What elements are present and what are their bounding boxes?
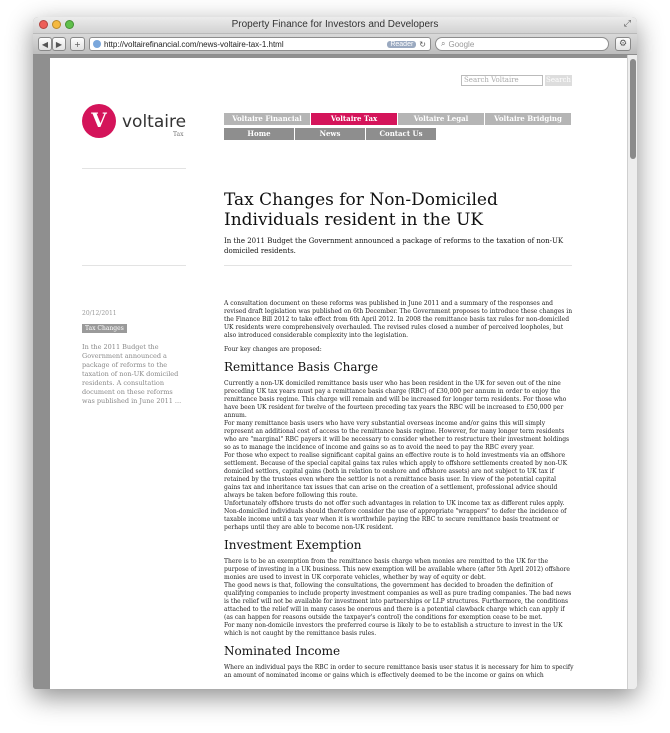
section-heading: Nominated Income: [224, 644, 341, 658]
nav-voltaire-financial[interactable]: Voltaire Financial: [224, 113, 310, 125]
nav-voltaire-bridging[interactable]: Voltaire Bridging: [485, 113, 571, 125]
web-page: [50, 58, 627, 689]
section-heading: Investment Exemption: [224, 538, 362, 552]
browser-toolbar: [33, 34, 637, 55]
reader-button[interactable]: Reader: [387, 41, 416, 48]
nav-home[interactable]: Home: [224, 128, 294, 140]
address-bar[interactable]: [89, 37, 431, 51]
page-title: Tax Changes for Non-Domiciled Individuals resident in the UK: [224, 190, 498, 230]
paragraph: For those who expect to realise significant capital gains an effective route is to hold investments via an offshore settlement. Because of the special capital gains tax rules which apply to offshore settlements created by non-UK domiciled settlors, capital gains (both in relation to onshore and offshore assets) are not subject to UK tax if retained by the trustees even where the settlor is not a remittance basis user. In view of the potential capital gains tax and inheritance tax issues that can arise on the creation of a settlement, professional advice should always be taken before following this route.: [224, 452, 568, 499]
section-body: [224, 558, 574, 638]
site-search-button[interactable]: Search: [546, 76, 571, 84]
primary-nav: [224, 113, 572, 125]
nav-contact-us[interactable]: Contact Us: [366, 128, 436, 140]
logo-name[interactable]: voltaire: [122, 112, 187, 132]
globe-icon: [93, 40, 101, 48]
url-text[interactable]: http://voltairefinancial.com/news-voltaire-tax-1.html: [104, 39, 284, 49]
article-body: [224, 300, 574, 680]
title-bar: [33, 17, 637, 34]
paragraph: The good news is that, following the consultations, the government has decided to broaden the definition of qualifying companies to include property investment companies as well as pure trading companies. The bad news is the relief will not be available for investment into partnerships or LLP structures. Furthermore, the conditions attached to the relief will in many cases be onerous and there is a potential clawback charge which can apply if (as can happen for reasons outside the taxpayer's control) the conditions for exemption cease to be met.: [224, 582, 572, 621]
paragraph: Where an individual pays the RBC in order to secure remittance basis user status it is necessary for him to specify an amount of nominated income or gains which is effectively deemed to be the income or gains on which: [224, 664, 574, 679]
paragraph: For many non-domicile investors the preferred course is likely to be to establish a structure to invest in the UK which is not caught by the remittance basis rules.: [224, 622, 563, 637]
paragraph: For many remittance basis users who have very substantial overseas income and/or gains this will simply represent an additional cost of access to the remittance basis regime. However, for many longer term residents who are "marginal" RBC payers it will be necessary to consider whether to restructure their investment holdings so as to manage the incidence of income and gains so as to avoid the need to pay the RBC every year.: [224, 420, 570, 451]
viewport: [33, 55, 637, 689]
add-icon[interactable]: +: [70, 37, 85, 51]
window-title: Property Finance for Investors and Developers: [231, 19, 439, 30]
scrollbar-thumb[interactable]: [630, 59, 636, 159]
sidebar-summary: In the 2011 Budget the Government announced a package of reforms to the taxation of non-UK domiciled residents. A consultation document on these reforms was published in June 2011 ...: [82, 343, 182, 405]
browser-window: [33, 17, 637, 689]
section-body: [224, 380, 574, 532]
reload-icon[interactable]: ↻: [419, 39, 426, 49]
paragraph: A consultation document on these reforms was published in June 2011 and a summary of the responses and revised draft legislation was published on 6th December. The Government proposes to introduce these changes in the Finance Bill 2012 to take effect from 6th April 2012. In 2008 the remittance basis tax rules for non-domiciled UK residents were comprehensively overhauled. The revised rules closed a number of perceived loopholes, but also introduced considerable complexity into the legislation.: [224, 300, 573, 339]
browser-search-input[interactable]: [435, 37, 609, 51]
paragraph: Four key changes are proposed:: [224, 346, 322, 353]
section-heading: Remittance Basis Charge: [224, 360, 379, 374]
search-icon: ⌕: [441, 39, 446, 48]
secondary-nav: [224, 128, 437, 140]
forward-icon[interactable]: ▶: [52, 37, 66, 51]
back-icon[interactable]: ◀: [38, 37, 52, 51]
browser-search-placeholder: Google: [448, 39, 475, 49]
scrollbar[interactable]: [627, 55, 637, 689]
nav-voltaire-tax[interactable]: Voltaire Tax: [311, 113, 397, 125]
gear-icon[interactable]: ⚙: [615, 37, 631, 51]
paragraph: Currently a non-UK domiciled remittance basis user who has been resident in the UK for seven out of the nine preceding UK tax years must pay a remittance basis charge (RBC) of £30,000 per annum in order to enjoy the remittance basis regime. This charge will remain and will be increased for longer term residents. For those who have been UK resident for twelve of the fourteen preceding tax years the RBC will be increased to £50,000 per annum.: [224, 380, 567, 419]
divider: [82, 265, 186, 266]
divider: [224, 265, 572, 266]
logo-mark[interactable]: V: [82, 104, 116, 138]
logo-sub: Tax: [173, 131, 184, 138]
section-body: [224, 664, 574, 680]
sidebar-tag[interactable]: Tax Changes: [82, 324, 127, 333]
nav-news[interactable]: News: [295, 128, 365, 140]
fullscreen-icon[interactable]: ⤢: [623, 19, 631, 29]
site-search-input[interactable]: Search Voltaire: [461, 75, 543, 86]
article-intro: In the 2011 Budget the Government announced a package of reforms to the taxation of non-UK domiciled residents.: [224, 237, 564, 255]
sidebar-date: 20/12/2011: [82, 310, 117, 317]
paragraph: There is to be an exemption from the remittance basis charge when monies are remitted to the UK for the purpose of investing in a UK business. This new exemption will be available where (after 5th April 2012) offshore monies are used to invest in UK corporate vehicles, whether by way of equity or debt.: [224, 558, 570, 581]
divider: [82, 168, 186, 169]
nav-voltaire-legal[interactable]: Voltaire Legal: [398, 113, 484, 125]
paragraph: Unfortunately offshore trusts do not offer such advantages in relation to UK income tax as different rules apply. Non-domiciled individuals should therefore consider the use of appropriate "wrappers" to defer the incidence of taxable income until a tax year when it is worthwhile paying the RBC to secure remittance basis treatment or perhaps until they are able to become non-UK resident.: [224, 500, 567, 531]
